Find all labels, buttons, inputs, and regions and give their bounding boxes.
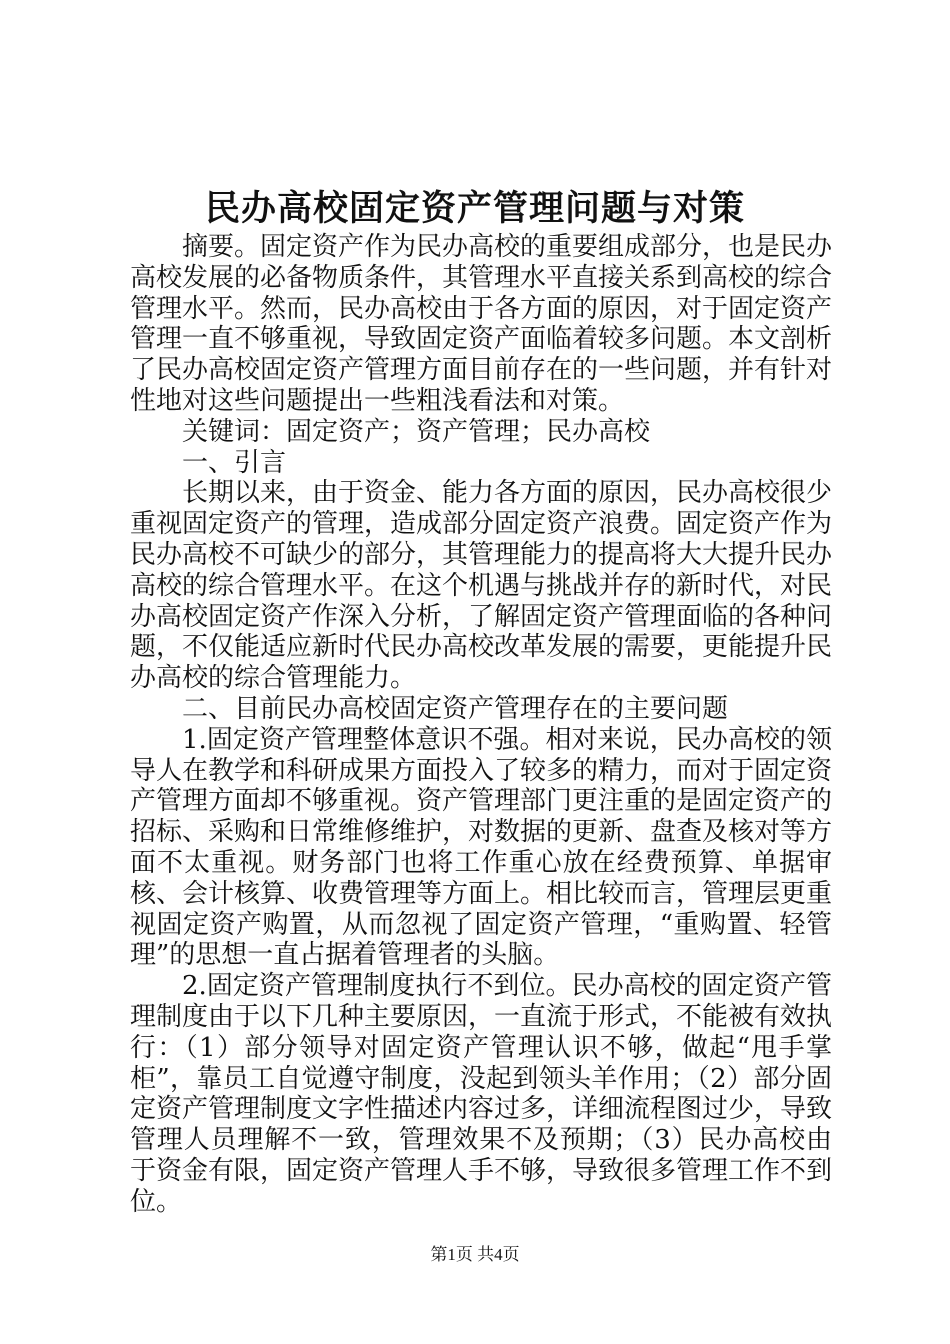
introduction-paragraph: 长期以来，由于资金、能力各方面的原因，民办高校很少重视固定资产的管理，造成部分固定资产浪费。固定资产作为民办高校不可缺少的部分，其管理能力的提高将大大提升民办高校的综合管理水平。在这个机遇与挑战并存的新时代，对民办高校固定资产作深入分析，了解固定资产管理面临的各种问题，不仅能适应新时代民办高校改革发展的需要，更能提升民办高校的综合管理能力。 bbox=[130, 478, 833, 694]
abstract-paragraph: 摘要。固定资产作为民办高校的重要组成部分，也是民办高校发展的必备物质条件，其管理水平直接关系到高校的综合管理水平。然而，民办高校由于各方面的原因，对于固定资产管理一直不够重视，导致固定资产面临着较多问题。本文剖析了民办高校固定资产管理方面目前存在的一些问题，并有针对性地对这些问题提出一些粗浅看法和对策。 bbox=[130, 232, 833, 416]
problem-paragraph-1: 1.固定资产管理整体意识不强。相对来说，民办高校的领导人在教学和科研成果方面投入了较多的精力，而对于固定资产管理方面却不够重视。资产管理部门更注重的是固定资产的招标、采购和日常维修维护，对数据的更新、盘查及核对等方面不太重视。财务部门也将工作重心放在经费预算、单据审核、会计核算、收费管理等方面上。相比较而言，管理层更重视固定资产购置，从而忽视了固定资产管理，“重购置、轻管理”的思想一直占据着管理者的头脑。 bbox=[130, 724, 833, 971]
document-title: 民办高校固定资产管理问题与对策 bbox=[204, 188, 745, 229]
document-body bbox=[130, 232, 832, 1218]
problem-paragraph-2: 2.固定资产管理制度执行不到位。民办高校的固定资产管理制度由于以下几种主要原因，一直流于形式，不能被有效执行：（1）部分领导对固定资产管理认识不够，做起“甩手掌柜”，靠员工自觉遵守制度，没起到领头羊作用；（2）部分固定资产管理制度文字性描述内容过多，详细流程图过少，导致管理人员理解不一致，管理效果不及预期；（3）民办高校由于资金有限，固定资产管理人手不够，导致很多管理工作不到位。 bbox=[130, 971, 833, 1217]
section-heading-introduction: 一、引言 bbox=[182, 447, 287, 478]
section-heading-problems: 二、目前民办高校固定资产管理存在的主要问题 bbox=[182, 693, 729, 724]
page-number-footer: 第1页 共4页 bbox=[430, 1245, 520, 1264]
keywords-paragraph: 关键词：固定资产；资产管理；民办高校 bbox=[182, 416, 651, 447]
